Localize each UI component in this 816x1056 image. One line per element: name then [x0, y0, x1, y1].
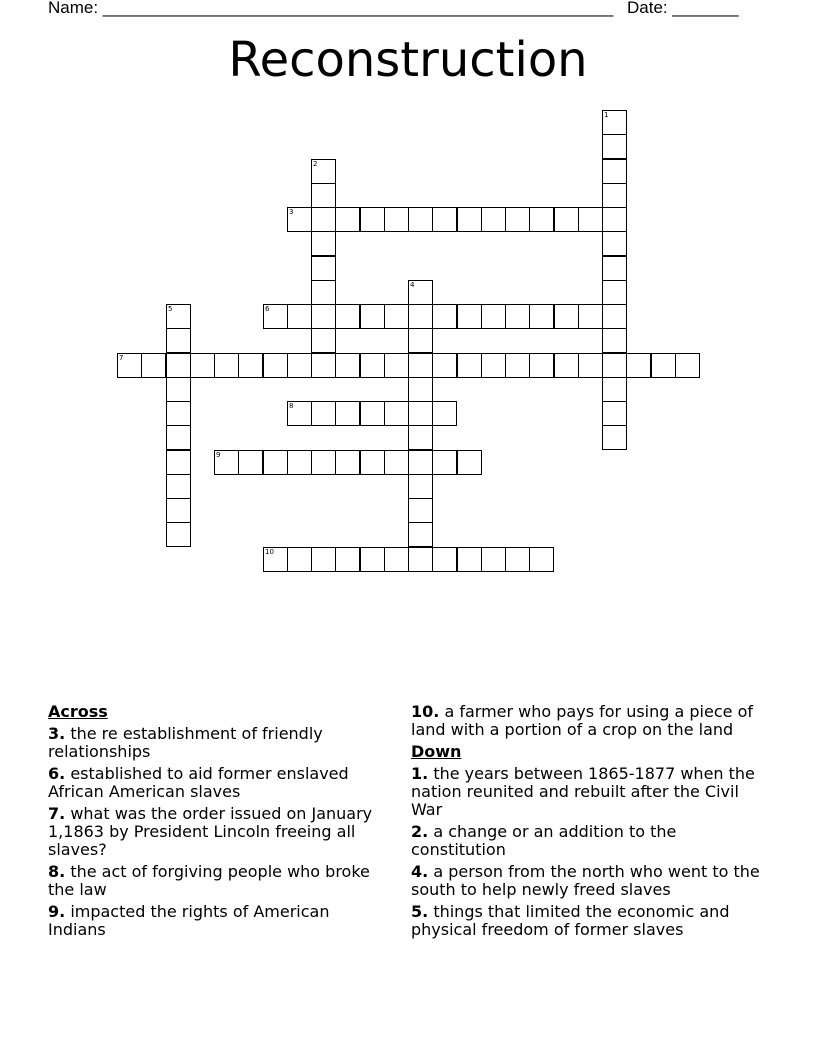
grid-cell[interactable]	[166, 425, 191, 450]
grid-cell[interactable]	[360, 450, 385, 475]
grid-cell[interactable]	[141, 353, 166, 378]
grid-cell[interactable]	[481, 353, 506, 378]
clue-text: the act of forgiving people who broke the law	[48, 862, 370, 899]
grid-cell[interactable]	[432, 353, 457, 378]
grid-cell[interactable]	[554, 207, 579, 232]
grid-cell[interactable]	[408, 474, 433, 499]
down-heading: Down	[411, 742, 462, 761]
cell-number: 5	[168, 305, 173, 313]
grid-cell[interactable]	[238, 450, 263, 475]
clue-text: established to aid former enslaved African American slaves	[48, 764, 349, 801]
grid-cell[interactable]	[578, 304, 603, 329]
grid-cell[interactable]	[529, 353, 554, 378]
grid-cell[interactable]	[505, 547, 530, 572]
grid-cell[interactable]	[263, 304, 288, 329]
grid-cell[interactable]	[505, 207, 530, 232]
grid-cell[interactable]	[432, 547, 457, 572]
grid-cell[interactable]	[287, 401, 312, 426]
grid-cell[interactable]	[602, 134, 627, 159]
grid-cell[interactable]	[408, 377, 433, 402]
grid-cell[interactable]	[505, 353, 530, 378]
grid-cell[interactable]	[651, 353, 676, 378]
grid-cell[interactable]	[408, 522, 433, 547]
grid-cell[interactable]	[602, 207, 627, 232]
grid-cell[interactable]	[360, 353, 385, 378]
grid-cell[interactable]	[675, 353, 700, 378]
grid-cell[interactable]	[432, 304, 457, 329]
clue-down-1	[411, 765, 761, 819]
clue-across-3	[48, 725, 378, 761]
grid-cell[interactable]	[481, 207, 506, 232]
cell-number: 10	[265, 548, 274, 556]
clue-number: 8.	[48, 862, 66, 881]
clue-number: 6.	[48, 764, 66, 783]
grid-cell[interactable]	[602, 425, 627, 450]
page-title: Reconstruction	[228, 32, 588, 88]
cell-number: 9	[216, 451, 221, 459]
cell-number: 4	[410, 281, 415, 289]
grid-cell[interactable]	[408, 547, 433, 572]
grid-cell[interactable]	[602, 401, 627, 426]
grid-cell[interactable]	[311, 353, 336, 378]
grid-cell[interactable]	[190, 353, 215, 378]
clue-number: 2.	[411, 822, 429, 841]
grid-cell[interactable]	[529, 304, 554, 329]
grid-cell[interactable]	[166, 474, 191, 499]
grid-cell[interactable]	[311, 183, 336, 208]
cell-number: 2	[313, 160, 318, 168]
clue-number: 5.	[411, 902, 429, 921]
grid-cell[interactable]	[529, 547, 554, 572]
clue-text: the years between 1865-1877 when the nation reunited and rebuilt after the Civil War	[411, 764, 755, 819]
grid-cell[interactable]	[578, 207, 603, 232]
grid-cell[interactable]	[408, 280, 433, 305]
date-field-label[interactable]: Date: _______	[627, 0, 739, 17]
grid-cell[interactable]	[335, 547, 360, 572]
clue-number: 1.	[411, 764, 429, 783]
grid-cell[interactable]	[408, 328, 433, 353]
grid-cell[interactable]	[287, 304, 312, 329]
grid-cell[interactable]	[384, 304, 409, 329]
clue-number: 3.	[48, 724, 66, 743]
grid-cell[interactable]	[384, 547, 409, 572]
clue-across-9	[48, 903, 378, 939]
grid-cell[interactable]	[311, 159, 336, 184]
clue-across-8	[48, 863, 378, 899]
grid-cell[interactable]	[287, 450, 312, 475]
clue-across-6	[48, 765, 378, 801]
grid-cell[interactable]	[408, 425, 433, 450]
clue-text: the re establishment of friendly relationships	[48, 724, 323, 761]
grid-cell[interactable]	[166, 401, 191, 426]
grid-cell[interactable]	[432, 207, 457, 232]
clue-number: 4.	[411, 862, 429, 881]
clue-across-10	[411, 703, 761, 739]
grid-cell[interactable]	[578, 353, 603, 378]
grid-cell[interactable]	[602, 159, 627, 184]
clue-text: what was the order issued on January 1,1863 by President Lincoln freeing all slaves?	[48, 804, 373, 859]
grid-cell[interactable]	[432, 450, 457, 475]
clue-text: a person from the north who went to the south to help newly freed slaves	[411, 862, 760, 899]
grid-cell[interactable]	[311, 328, 336, 353]
grid-cell[interactable]	[311, 547, 336, 572]
grid-cell[interactable]	[335, 304, 360, 329]
grid-cell[interactable]	[166, 353, 191, 378]
cell-number: 3	[289, 208, 294, 216]
clue-number: 9.	[48, 902, 66, 921]
grid-cell[interactable]	[384, 450, 409, 475]
grid-cell[interactable]	[602, 353, 627, 378]
grid-cell[interactable]	[626, 353, 651, 378]
clue-across-7	[48, 805, 378, 859]
grid-cell[interactable]	[360, 547, 385, 572]
grid-cell[interactable]	[287, 207, 312, 232]
grid-cell[interactable]	[335, 353, 360, 378]
grid-cell[interactable]	[335, 401, 360, 426]
grid-cell[interactable]	[166, 498, 191, 523]
grid-cell[interactable]	[166, 328, 191, 353]
clue-down-4	[411, 863, 761, 899]
grid-cell[interactable]	[263, 450, 288, 475]
grid-cell[interactable]	[602, 231, 627, 256]
grid-cell[interactable]	[166, 377, 191, 402]
grid-cell[interactable]	[335, 450, 360, 475]
grid-cell[interactable]	[384, 207, 409, 232]
grid-cell[interactable]	[408, 304, 433, 329]
grid-cell[interactable]	[457, 207, 482, 232]
name-field-label[interactable]: Name: ______________________________________________________	[48, 0, 614, 17]
grid-cell[interactable]	[529, 207, 554, 232]
grid-cell[interactable]	[602, 304, 627, 329]
grid-cell[interactable]	[457, 450, 482, 475]
grid-cell[interactable]	[311, 207, 336, 232]
grid-cell[interactable]	[311, 231, 336, 256]
grid-cell[interactable]	[602, 256, 627, 281]
grid-cell[interactable]	[311, 401, 336, 426]
across-heading: Across	[48, 702, 108, 721]
grid-cell[interactable]	[457, 547, 482, 572]
clue-down-5	[411, 903, 761, 939]
clues-right-column	[411, 703, 761, 943]
grid-cell[interactable]	[166, 304, 191, 329]
grid-cell[interactable]	[481, 304, 506, 329]
grid-cell[interactable]	[238, 353, 263, 378]
clue-text: a farmer who pays for using a piece of land with a portion of a crop on the land	[411, 702, 753, 739]
clue-number: 7.	[48, 804, 66, 823]
grid-cell[interactable]	[408, 498, 433, 523]
cell-number: 1	[604, 111, 609, 119]
grid-cell[interactable]	[408, 401, 433, 426]
clue-text: impacted the rights of American Indians	[48, 902, 330, 939]
grid-cell[interactable]	[117, 353, 142, 378]
grid-cell[interactable]	[311, 304, 336, 329]
grid-cell[interactable]	[214, 353, 239, 378]
grid-cell[interactable]	[360, 207, 385, 232]
grid-cell[interactable]	[602, 110, 627, 135]
grid-cell[interactable]	[602, 280, 627, 305]
clue-down-2	[411, 823, 761, 859]
grid-cell[interactable]	[432, 401, 457, 426]
grid-cell[interactable]	[457, 353, 482, 378]
grid-cell[interactable]	[408, 450, 433, 475]
grid-cell[interactable]	[311, 280, 336, 305]
clues-left-column	[48, 703, 378, 943]
grid-cell[interactable]	[408, 353, 433, 378]
grid-cell[interactable]	[457, 304, 482, 329]
grid-cell[interactable]	[554, 304, 579, 329]
grid-cell[interactable]	[311, 450, 336, 475]
grid-cell[interactable]	[166, 450, 191, 475]
grid-cell[interactable]	[166, 522, 191, 547]
grid-cell[interactable]	[408, 207, 433, 232]
grid-cell[interactable]	[263, 547, 288, 572]
grid-cell[interactable]	[602, 328, 627, 353]
cell-number: 7	[119, 354, 124, 362]
grid-cell[interactable]	[602, 183, 627, 208]
grid-cell[interactable]	[263, 353, 288, 378]
grid-cell[interactable]	[287, 547, 312, 572]
clue-text: things that limited the economic and physical freedom of former slaves	[411, 902, 730, 939]
grid-cell[interactable]	[335, 207, 360, 232]
cell-number: 6	[265, 305, 270, 313]
clue-number: 10.	[411, 702, 440, 721]
grid-cell[interactable]	[602, 377, 627, 402]
clue-text: a change or an addition to the constitution	[411, 822, 677, 859]
grid-cell[interactable]	[384, 401, 409, 426]
grid-cell[interactable]	[287, 353, 312, 378]
grid-cell[interactable]	[311, 256, 336, 281]
cell-number: 8	[289, 402, 294, 410]
grid-cell[interactable]	[360, 401, 385, 426]
grid-cell[interactable]	[481, 547, 506, 572]
grid-cell[interactable]	[505, 304, 530, 329]
grid-cell[interactable]	[360, 304, 385, 329]
grid-cell[interactable]	[384, 353, 409, 378]
grid-cell[interactable]	[554, 353, 579, 378]
grid-cell[interactable]	[214, 450, 239, 475]
